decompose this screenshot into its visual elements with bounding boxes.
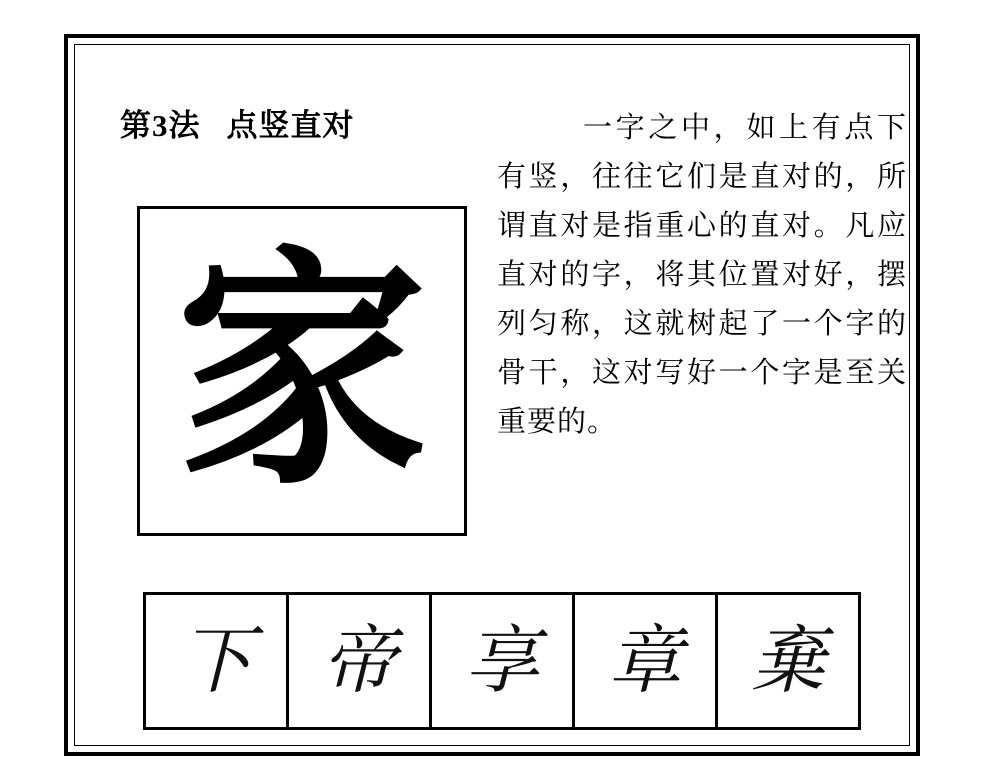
practice-cell: [289, 595, 432, 727]
heading-prefix: 第: [120, 108, 152, 143]
practice-character: 棄: [751, 618, 825, 704]
practice-character: 享: [465, 618, 539, 704]
practice-character: 帝: [322, 618, 396, 704]
body-paragraph: 一字之中，如上有点下有竖，往往它们是直对的，所谓直对是指重心的直对。凡应直对的字，将其位置对好，摆列匀称，这就树起了一个字的骨干，这对写好一个字是至关重要的。: [497, 110, 907, 438]
practice-character: 下: [179, 618, 253, 704]
heading-number: 3: [152, 108, 169, 143]
page-title: [120, 100, 355, 145]
heading-title: 点竖直对: [226, 108, 355, 143]
practice-grid: [143, 592, 861, 730]
practice-cell: [575, 595, 718, 727]
practice-cell: [718, 595, 858, 727]
example-character: 家: [175, 223, 429, 519]
practice-character: 章: [608, 618, 682, 704]
practice-cell: [432, 595, 575, 727]
practice-cell: [146, 595, 289, 727]
example-character-box: [137, 206, 467, 536]
heading-suffix: 法: [168, 108, 201, 143]
